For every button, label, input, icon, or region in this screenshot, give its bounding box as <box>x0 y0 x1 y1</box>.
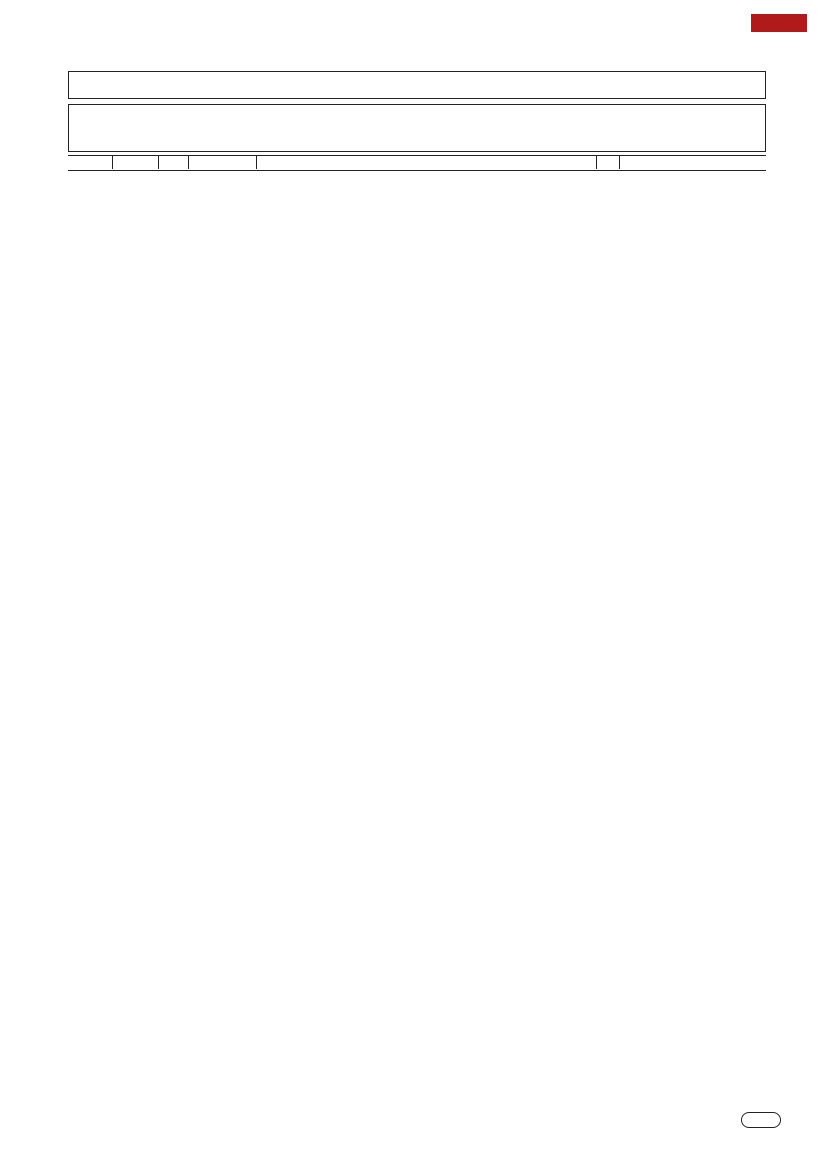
column-header-row <box>68 155 766 171</box>
kubik-logo-text <box>751 14 807 32</box>
group-box <box>68 71 766 99</box>
kubik-zetor-logo <box>751 14 809 50</box>
zetor-footer-logo <box>741 1112 781 1128</box>
section-title-box <box>68 104 766 152</box>
